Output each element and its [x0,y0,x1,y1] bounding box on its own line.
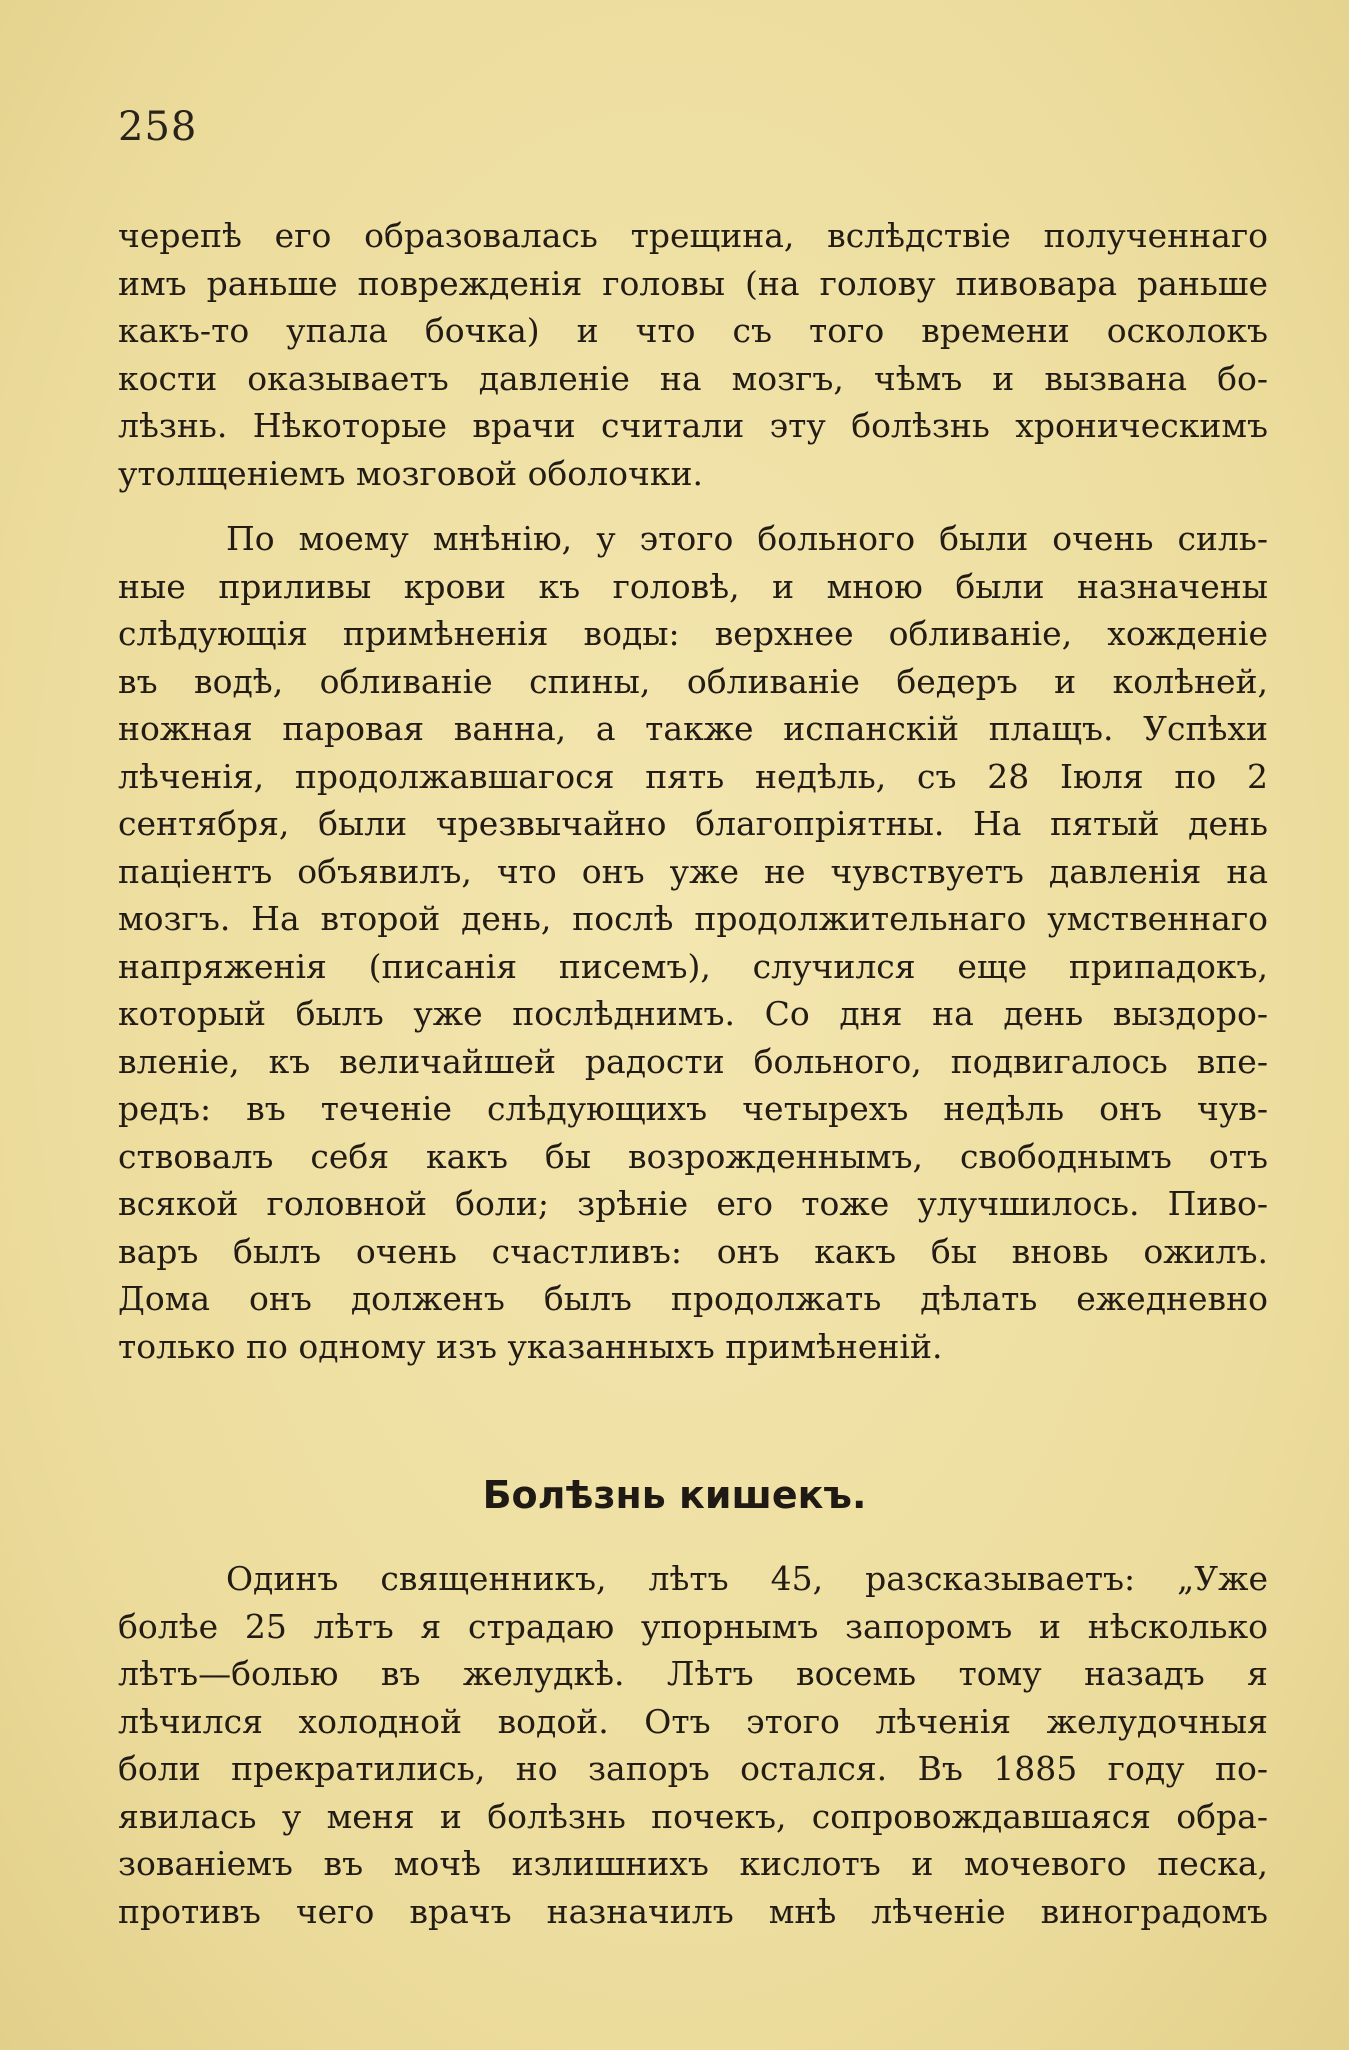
text-line: какъ-то упала бочка) и что съ того времени осколокъ [118,311,1268,350]
text-line: всякой головной боли; зрѣніе его тоже улучшилось. Пиво- [118,1184,1268,1223]
text-line: который былъ уже послѣднимъ. Со дня на день выздоро- [118,994,1268,1033]
text-line: имъ раньше поврежденія головы (на голову пивовара раньше [118,263,1268,303]
text-line: Дома онъ долженъ былъ продолжать дѣлать ежедневно [118,1279,1268,1318]
text-line: ные приливы крови къ головѣ, и мною были назначены [118,566,1268,606]
text-line: лѣзнь. Нѣкоторые врачи считали эту болѣзнь хроническимъ [118,406,1268,445]
text-line: только по одному изъ указанныхъ примѣненій. [118,1326,943,1366]
text-line: утолщеніемъ мозговой оболочки. [118,453,703,493]
text-line: редъ: въ теченіе слѣдующихъ четырехъ недѣль онъ чув- [118,1089,1268,1128]
text-line: боли прекратились, но запоръ остался. Въ 1885 году по- [118,1749,1268,1788]
text-line: болѣе 25 лѣтъ я страдаю упорнымъ запоромъ и нѣсколько [118,1606,1268,1646]
text-line: По моему мнѣнію, у этого больного были очень силь- [226,519,1268,558]
text-line: мозгъ. На второй день, послѣ продолжительнаго умственнаго [118,899,1268,938]
text-line: Одинъ священникъ, лѣтъ 45, разсказываетъ: „Уже [226,1559,1268,1598]
text-line: черепѣ его образовалась трещина, вслѣдствіе полученнаго [118,216,1268,255]
text-line: ствовалъ себя какъ бы возрожденнымъ, свободнымъ отъ [118,1136,1268,1176]
text-line: вленіе, къ величайшей радости больного, подвигалось впе- [118,1041,1268,1081]
text-line: противъ чего врачъ назначилъ мнѣ лѣченіе виноградомъ [118,1891,1268,1931]
text-line: лѣчился холодной водой. Отъ этого лѣченія желудочныя [118,1701,1268,1741]
paragraph-3 [118,1555,1268,1935]
text-line: варъ былъ очень счастливъ: онъ какъ бы вновь ожилъ. [118,1231,1268,1271]
section-heading: Болѣзнь кишекъ. [482,1473,867,1517]
text-line: лѣченія, продолжавшагося пять недѣль, съ 28 Іюля по 2 [118,756,1268,796]
text-line: въ водѣ, обливаніе спины, обливаніе бедеръ и колѣней, [118,661,1268,701]
paragraph-2 [118,515,1268,1370]
text-line: паціентъ объявилъ, что онъ уже не чувствуетъ давленія на [118,851,1268,891]
text-line: лѣтъ—болью въ желудкѣ. Лѣтъ восемь тому назадъ я [118,1654,1268,1693]
text-line: зованіемъ въ мочѣ излишнихъ кислотъ и мочевого песка, [118,1844,1268,1883]
paragraph-1 [118,212,1268,497]
text-line: напряженія (писанія писемъ), случился еще припадокъ, [118,946,1268,986]
text-line: слѣдующія примѣненія воды: верхнее обливаніе, хожденіе [118,614,1268,653]
text-line: явилась у меня и болѣзнь почекъ, сопровождавшаяся обра- [118,1796,1268,1836]
text-line: кости оказываетъ давленіе на мозгъ, чѣмъ и вызвана бо- [118,358,1268,398]
text-line: ножная паровая ванна, а также испанскій плащъ. Успѣхи [118,709,1268,748]
text-line: сентября, были чрезвычайно благопріятны. На пятый день [118,804,1268,843]
page-number: 258 [118,104,198,150]
